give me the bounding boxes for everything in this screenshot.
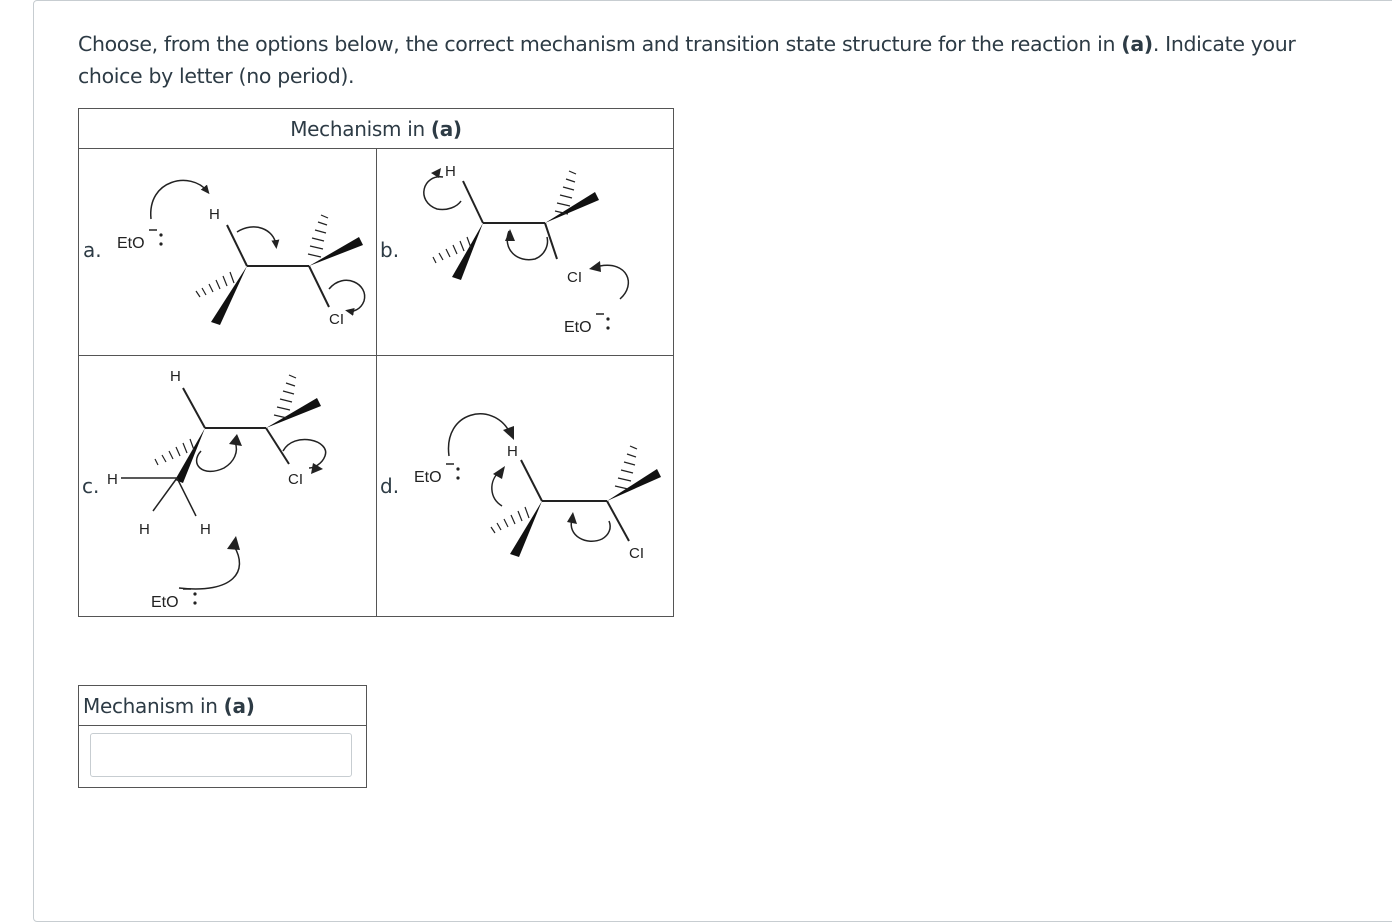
option-b-structure (377, 149, 674, 355)
option-label: b. (379, 238, 399, 262)
option-c-structure (79, 356, 376, 616)
hydrogen-label: H (200, 521, 211, 538)
ethoxide-label: EtO (151, 594, 179, 611)
chlorine-label: CI (288, 471, 303, 488)
option-label: d. (379, 474, 399, 498)
hydrogen-label: H (209, 206, 220, 223)
ethoxide-label: EtO (413, 469, 442, 486)
option-a-structure (79, 149, 376, 355)
answer-header: Mechanism in (a) (79, 686, 367, 726)
hydrogen-label: H (506, 443, 518, 460)
mechanism-table-header: Mechanism in (a) (79, 109, 674, 149)
chlorine-label: CI (628, 545, 644, 562)
hydrogen-label: H (139, 521, 150, 538)
answer-input[interactable] (90, 733, 352, 777)
chlorine-label: CI (566, 269, 582, 286)
hydrogen-label: H (444, 163, 456, 180)
option-label: a. (83, 238, 102, 262)
answer-cell (79, 726, 367, 788)
hydrogen-label: H (107, 471, 118, 488)
hydrogen-label: H (170, 368, 181, 385)
mechanism-options-table (78, 108, 674, 617)
option-d-structure (377, 356, 674, 616)
ethoxide-label: EtO (117, 235, 145, 252)
ethoxide-label: EtO (563, 319, 592, 336)
chlorine-label: CI (329, 311, 344, 328)
answer-table (78, 685, 367, 788)
option-d-cell (376, 356, 674, 617)
option-a-cell (79, 149, 377, 356)
option-label: c. (82, 474, 100, 498)
option-b-cell (376, 149, 674, 356)
question-text: Choose, from the options below, the correct mechanism and transition state structure for the reaction in (a). Indicate your choice by letter (no period). (78, 32, 1296, 88)
option-c-cell (79, 356, 377, 617)
